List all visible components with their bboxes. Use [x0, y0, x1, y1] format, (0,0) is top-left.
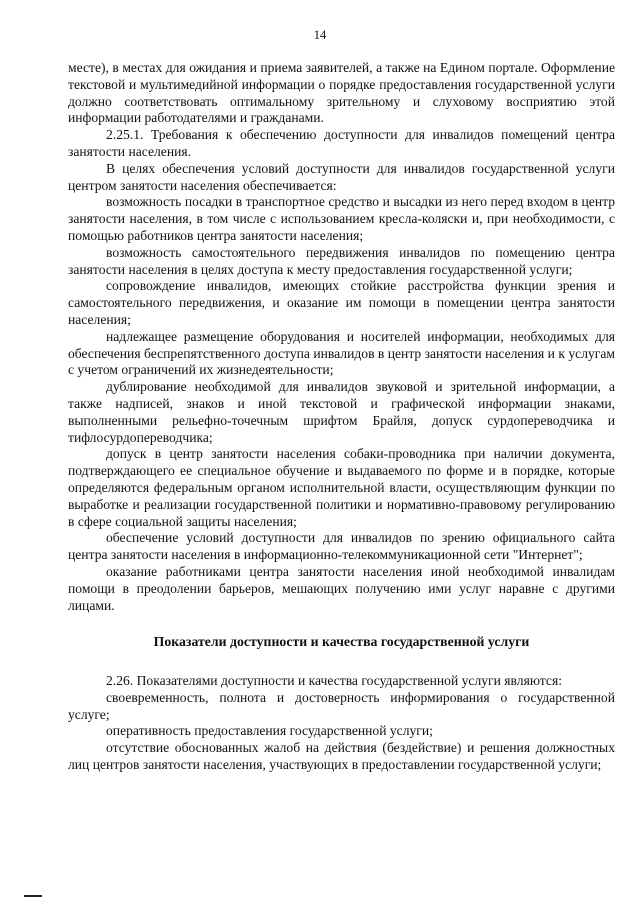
- list-item-movement: возможность самостоятельного передвижения инвалидов по помещению центра занятости населения в целях доступа к месту предоставления государственной услуги;: [68, 244, 615, 277]
- document-body: [68, 60, 615, 774]
- paragraph-2-25-1: 2.25.1. Требования к обеспечению доступности для инвалидов помещений центра занятости населения.: [68, 127, 615, 159]
- list-item-no-complaints: отсутствие обоснованных жалоб на действия (бездействие) и решения должностных лиц центров занятости населения, участвующих в предоставлении государственной услуги;: [68, 740, 615, 773]
- list-item-assistance: оказание работниками центра занятости населения иной необходимой инвалидам помощи в преодолении барьеров, мешающих получению ими услуг наравне с другими лицами.: [68, 563, 615, 613]
- list-item-equipment: надлежащее размещение оборудования и носителей информации, необходимых для обеспечения беспрепятственного доступа инвалидов в центр занятости населения и к услугам с учетом ограничений их жизнедеятельности;: [68, 328, 615, 378]
- list-item-efficiency: оперативность предоставления государственной услуги;: [106, 723, 433, 739]
- page-number: 14: [313, 28, 327, 42]
- list-item-escort: сопровождение инвалидов, имеющих стойкие расстройства функции зрения и самостоятельного передвижения, и оказание им помощи в помещении центра занятости населения;: [68, 278, 615, 327]
- list-item-braille: дублирование необходимой для инвалидов звуковой и зрительной информации, а также надписей, знаков и иной текстовой и графической информации знаками, выполненными рельефно-точечным шрифтом Брайля, допуск сурдопереводчика и тифлосурдопереводчика;: [68, 379, 615, 445]
- paragraph-2-26: 2.26. Показателями доступности и качества государственной услуги являются:: [106, 673, 562, 689]
- paragraph-accessibility-intro: В целях обеспечения условий доступности для инвалидов государственной услуги центром занятости населения обеспечивается:: [68, 160, 615, 193]
- list-item-timeliness: своевременность, полнота и достоверность информирования о государственной услуге;: [68, 689, 615, 722]
- section-heading: Показатели доступности и качества государственной услуги: [153, 634, 530, 650]
- list-item-boarding: возможность посадки в транспортное средство и высадки из него перед входом в центр занятости населения, в том числе с использованием кресла-коляски и, при необходимости, с помощью работников центра занятости населения;: [68, 194, 615, 243]
- list-item-guide-dog: допуск в центр занятости населения собаки-проводника при наличии документа, подтверждающего ее специальное обучение и выдаваемого по форме и в порядке, которые определяются федеральным органом исполнительной власти, осуществляющим функции по выработке и реализации государственной политики и нормативно-правовому регулированию в сфере социальной защиты населения;: [68, 446, 615, 529]
- list-item-website: обеспечение условий доступности для инвалидов по зрению официального сайта центра занятости населения в информационно-телекоммуникационной сети "Интернет";: [68, 530, 615, 563]
- scan-corner-mark: [24, 895, 42, 897]
- paragraph-continuation: месте), в местах для ожидания и приема заявителей, а также на Едином портале. Оформление текстовой и мультимедийной информации о порядке предоставления государственной услуги должно соответствовать оптимальному зрительному и слуховому восприятию этой информации работодателями и гражданами.: [68, 60, 615, 126]
